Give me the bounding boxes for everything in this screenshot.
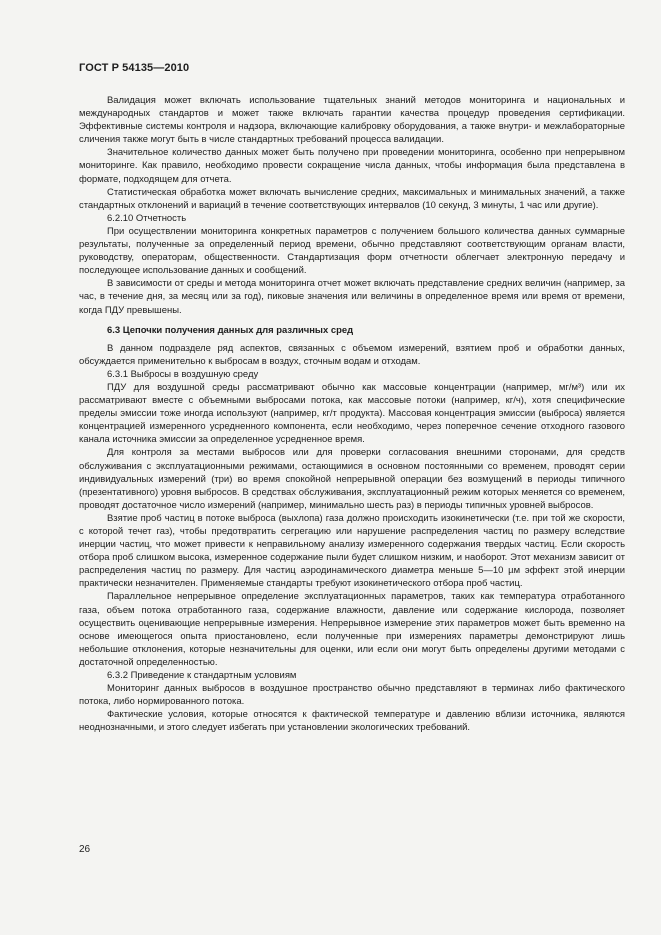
document-header: ГОСТ Р 54135—2010 <box>79 62 190 74</box>
paragraph: Валидация может включать использование тщательных знаний методов мониторинга и национальных и международных стандартов и может также включать гарантии качества процедур проведения сертификации. Эффективные системы контроля и надзора, включающие калибровку оборудования, а также внутри- и межлабораторные сличения также могут быть в числе стандартных требований процесса валидации. <box>79 95 625 146</box>
document-body <box>79 94 625 735</box>
page-number: 26 <box>79 844 91 855</box>
paragraph: Для контроля за местами выбросов или для проверки согласования внешними сторонами, для средств обслуживания с эксплуатационными режимами, остающимися в основном постоянными со временем, проводят серии индивидуальных измерений (три) во время спокойной непрерывной операции без возмущений в периоды типичного (презентативного) уровня выбросов. В средствах обслуживания, эксплуатационный режим которых меняется со временем, проводят достаточное число измерений (например, минимально шесть раз) в периоды типичных уровней выбросов. <box>79 447 625 511</box>
paragraph: При осуществлении мониторинга конкретных параметров с получением большого количества данных суммарные результаты, полученные за определенный период времени, обычно представляют соответствующим органам власти, руководству, операторам, общественности. Стандартизация форм отчетности облегчает электронную передачу и последующее использование данных и сообщений. <box>79 225 625 277</box>
paragraph: ПДУ для воздушной среды рассматривают обычно как массовые концентрации (например, мг/м³) или их рассматривают вместе с объемными выбросами потока, как массовые потоки (например, кг/ч), хотя специфические пределы эмиссии тоже иногда используют (например, кг/т продукта). Массовая концентрация эмиссии (выброса) является концентрацией измеренного усредненного компонента, если необходимо, через поперечное сечение отходного газового канала источника эмиссии за определенное усредненное время. <box>79 381 625 446</box>
paragraph: В данном подразделе ряд аспектов, связанных с объемом измерений, взятием проб и обработки данных, обсуждается применительно к выбросам в воздух, сточным водам и отходам. <box>79 342 625 367</box>
paragraph: Значительное количество данных может быть получено при проведении мониторинга, особенно при непрерывном мониторинге. Как правило, необходимо провести сокращение числа данных, чтобы информация была представлена в формате, подходящем для отчета. <box>79 147 625 185</box>
section-heading-6-2-10: 6.2.10 Отчетность <box>107 212 187 224</box>
section-heading-6-3-1: 6.3.1 Выбросы в воздушную среду <box>107 368 259 380</box>
paragraph: Мониторинг данных выбросов в воздушное пространство обычно представляют в терминах либо фактического потока, либо нормированного потока. <box>79 683 625 708</box>
section-heading-6-3-2: 6.3.2 Приведение к стандартным условиям <box>107 670 297 682</box>
paragraph: Взятие проб частиц в потоке выброса (выхлопа) газа должно происходить изокинетически (т.е. при той же скорости, с которой течет газ), чтобы предотвратить сегрегацию или нарушение распределения частиц по размеру вследствие инерции частиц, что может привести к неправильному анализу измеренного содержания твердых частиц. Если скорость отбора проб слишком высока, измеренное содержание пыли будет слишком низким, и наоборот. Этот механизм зависит от распределения частиц по размеру. Для частиц аэродинамического диаметра меньше 5—10 µм эффект этой инерции практически незначителен. Применяемые стандарты требуют изокинетического отбора проб частиц. <box>79 512 625 590</box>
paragraph: Статистическая обработка может включать вычисление средних, максимальных и минимальных значений, а также стандартных отклонений и вариаций в течение соответствующих интервалов (10 секунд, 3 минуты, 1 час или другие). <box>79 186 625 211</box>
section-heading-6-3: 6.3 Цепочки получения данных для различных сред <box>107 324 354 336</box>
paragraph: Параллельное непрерывное определение эксплуатационных параметров, таких как температура отработанного газа, объем потока отработанного газа, содержание влажности, давление или содержание кислорода, позволяет осуществить оценивающие непрерывные измерения. Непрерывное измерение этих параметров может быть временно на основе имеющегося опыта приостановлено, если полученные при измерениях параметры демонстрируют лишь небольшие отклонения, которые незначительны для оценки, или если они могут быть определены другими методами с достаточной определенностью. <box>79 591 625 668</box>
paragraph: Фактические условия, которые относятся к фактической температуре и давлению вблизи источника, являются неоднозначными, и этого следует избегать при установлении экологических требований. <box>79 709 625 734</box>
paragraph: В зависимости от среды и метода мониторинга отчет может включать представление средних величин (например, за час, в течение дня, за месяц или за год), пиковые значения или величины в определенное время или время от времени, когда ПДУ превышены. <box>79 278 625 316</box>
